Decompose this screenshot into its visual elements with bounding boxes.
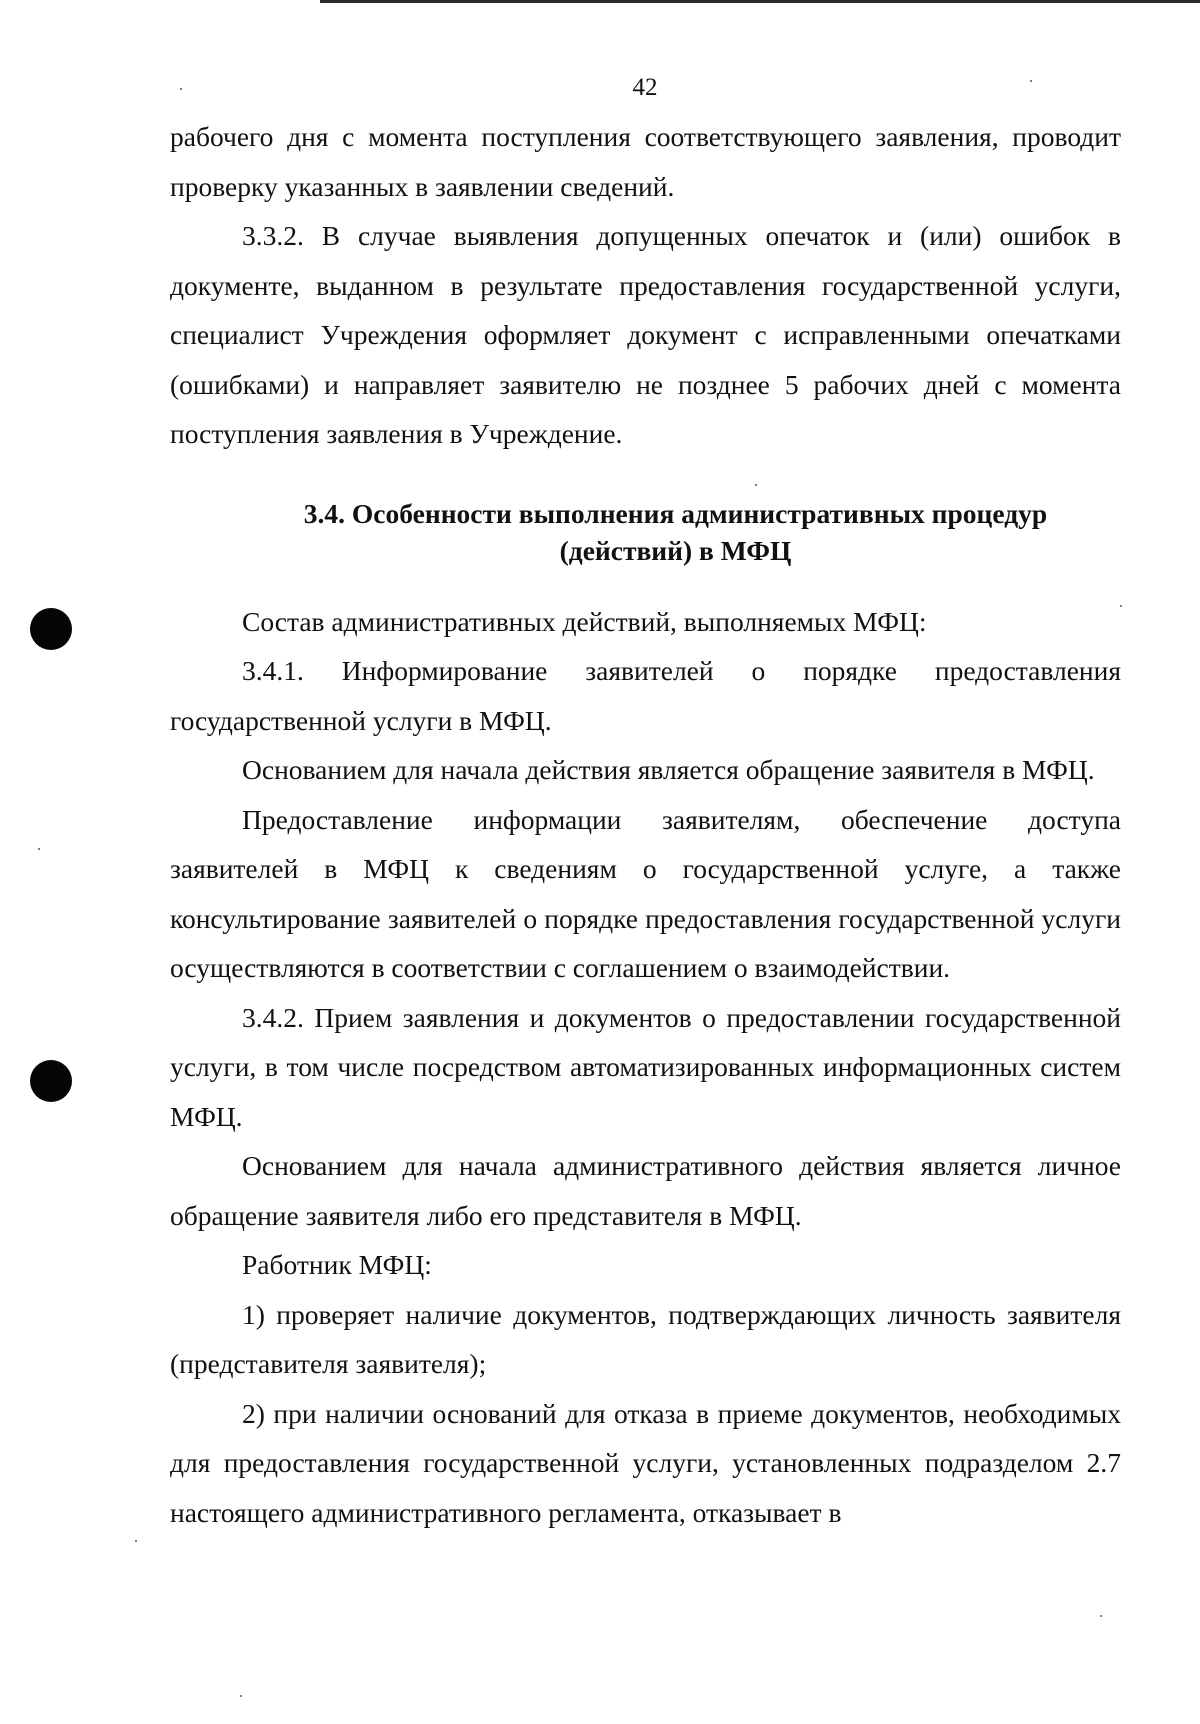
body-paragraph: 3.3.2. В случае выявления допущенных опечаток и (или) ошибок в документе, выданном в результате предоставления государственной услуги, специалист Учреждения оформляет документ с исправленными опечатками (ошибками) и направляет заявителю не позднее 5 рабочих дней с момента поступления заявления в Учреждение. [170, 220, 1121, 449]
scan-speck [240, 1695, 242, 1697]
scan-speck [1100, 1615, 1102, 1617]
paragraph-group-before-heading [170, 112, 1121, 459]
body-paragraph: 3.4.2. Прием заявления и документов о предоставлении государственной услуги, в том числе посредством автоматизированных информационных систем МФЦ. [170, 1001, 1121, 1132]
body-paragraph: 3.4.1. Информирование заявителей о порядке предоставления государственной услуги в МФЦ. [170, 655, 1121, 736]
scan-speck [38, 848, 40, 850]
body-paragraph: Предоставление информации заявителям, обеспечение доступа заявителей в МФЦ к сведениям о государственной услуге, а также консультирование заявителей о порядке предоставления государственной услуги осуществляются в соответствии с соглашением о взаимодействии. [170, 803, 1121, 983]
page-number: 42 [632, 74, 658, 101]
punch-hole-upper [30, 608, 72, 650]
section-heading-line-1: 3.4. Особенности выполнения административных процедур [303, 497, 1048, 529]
scan-speck [135, 1540, 137, 1542]
body-paragraph: 1) проверяет наличие документов, подтверждающих личность заявителя (представителя заявителя); [170, 1298, 1121, 1379]
body-paragraph: Работник МФЦ: [242, 1249, 432, 1280]
body-paragraph: Основанием для начала административного действия является личное обращение заявителя либо его представителя в МФЦ. [170, 1150, 1121, 1231]
scan-top-edge [320, 0, 1200, 3]
section-heading [170, 495, 1121, 569]
paragraph-group-after-heading [170, 597, 1121, 1538]
body-paragraph: Основанием для начала действия является обращение заявителя в МФЦ. [242, 754, 1095, 785]
body-paragraph: Состав административных действий, выполняемых МФЦ: [242, 605, 927, 637]
section-heading-line-2: (действий) в МФЦ [559, 534, 792, 566]
document-body [170, 112, 1121, 1537]
body-paragraph: рабочего дня с момента поступления соответствующего заявления, проводит проверку указанных в заявлении сведений. [170, 121, 1121, 202]
body-paragraph: 2) при наличии оснований для отказа в приеме документов, необходимых для предоставления государственной услуги, установленных подразделом 2.7 настоящего административного регламента, отказывает в [170, 1397, 1121, 1528]
punch-hole-lower [30, 1060, 72, 1102]
